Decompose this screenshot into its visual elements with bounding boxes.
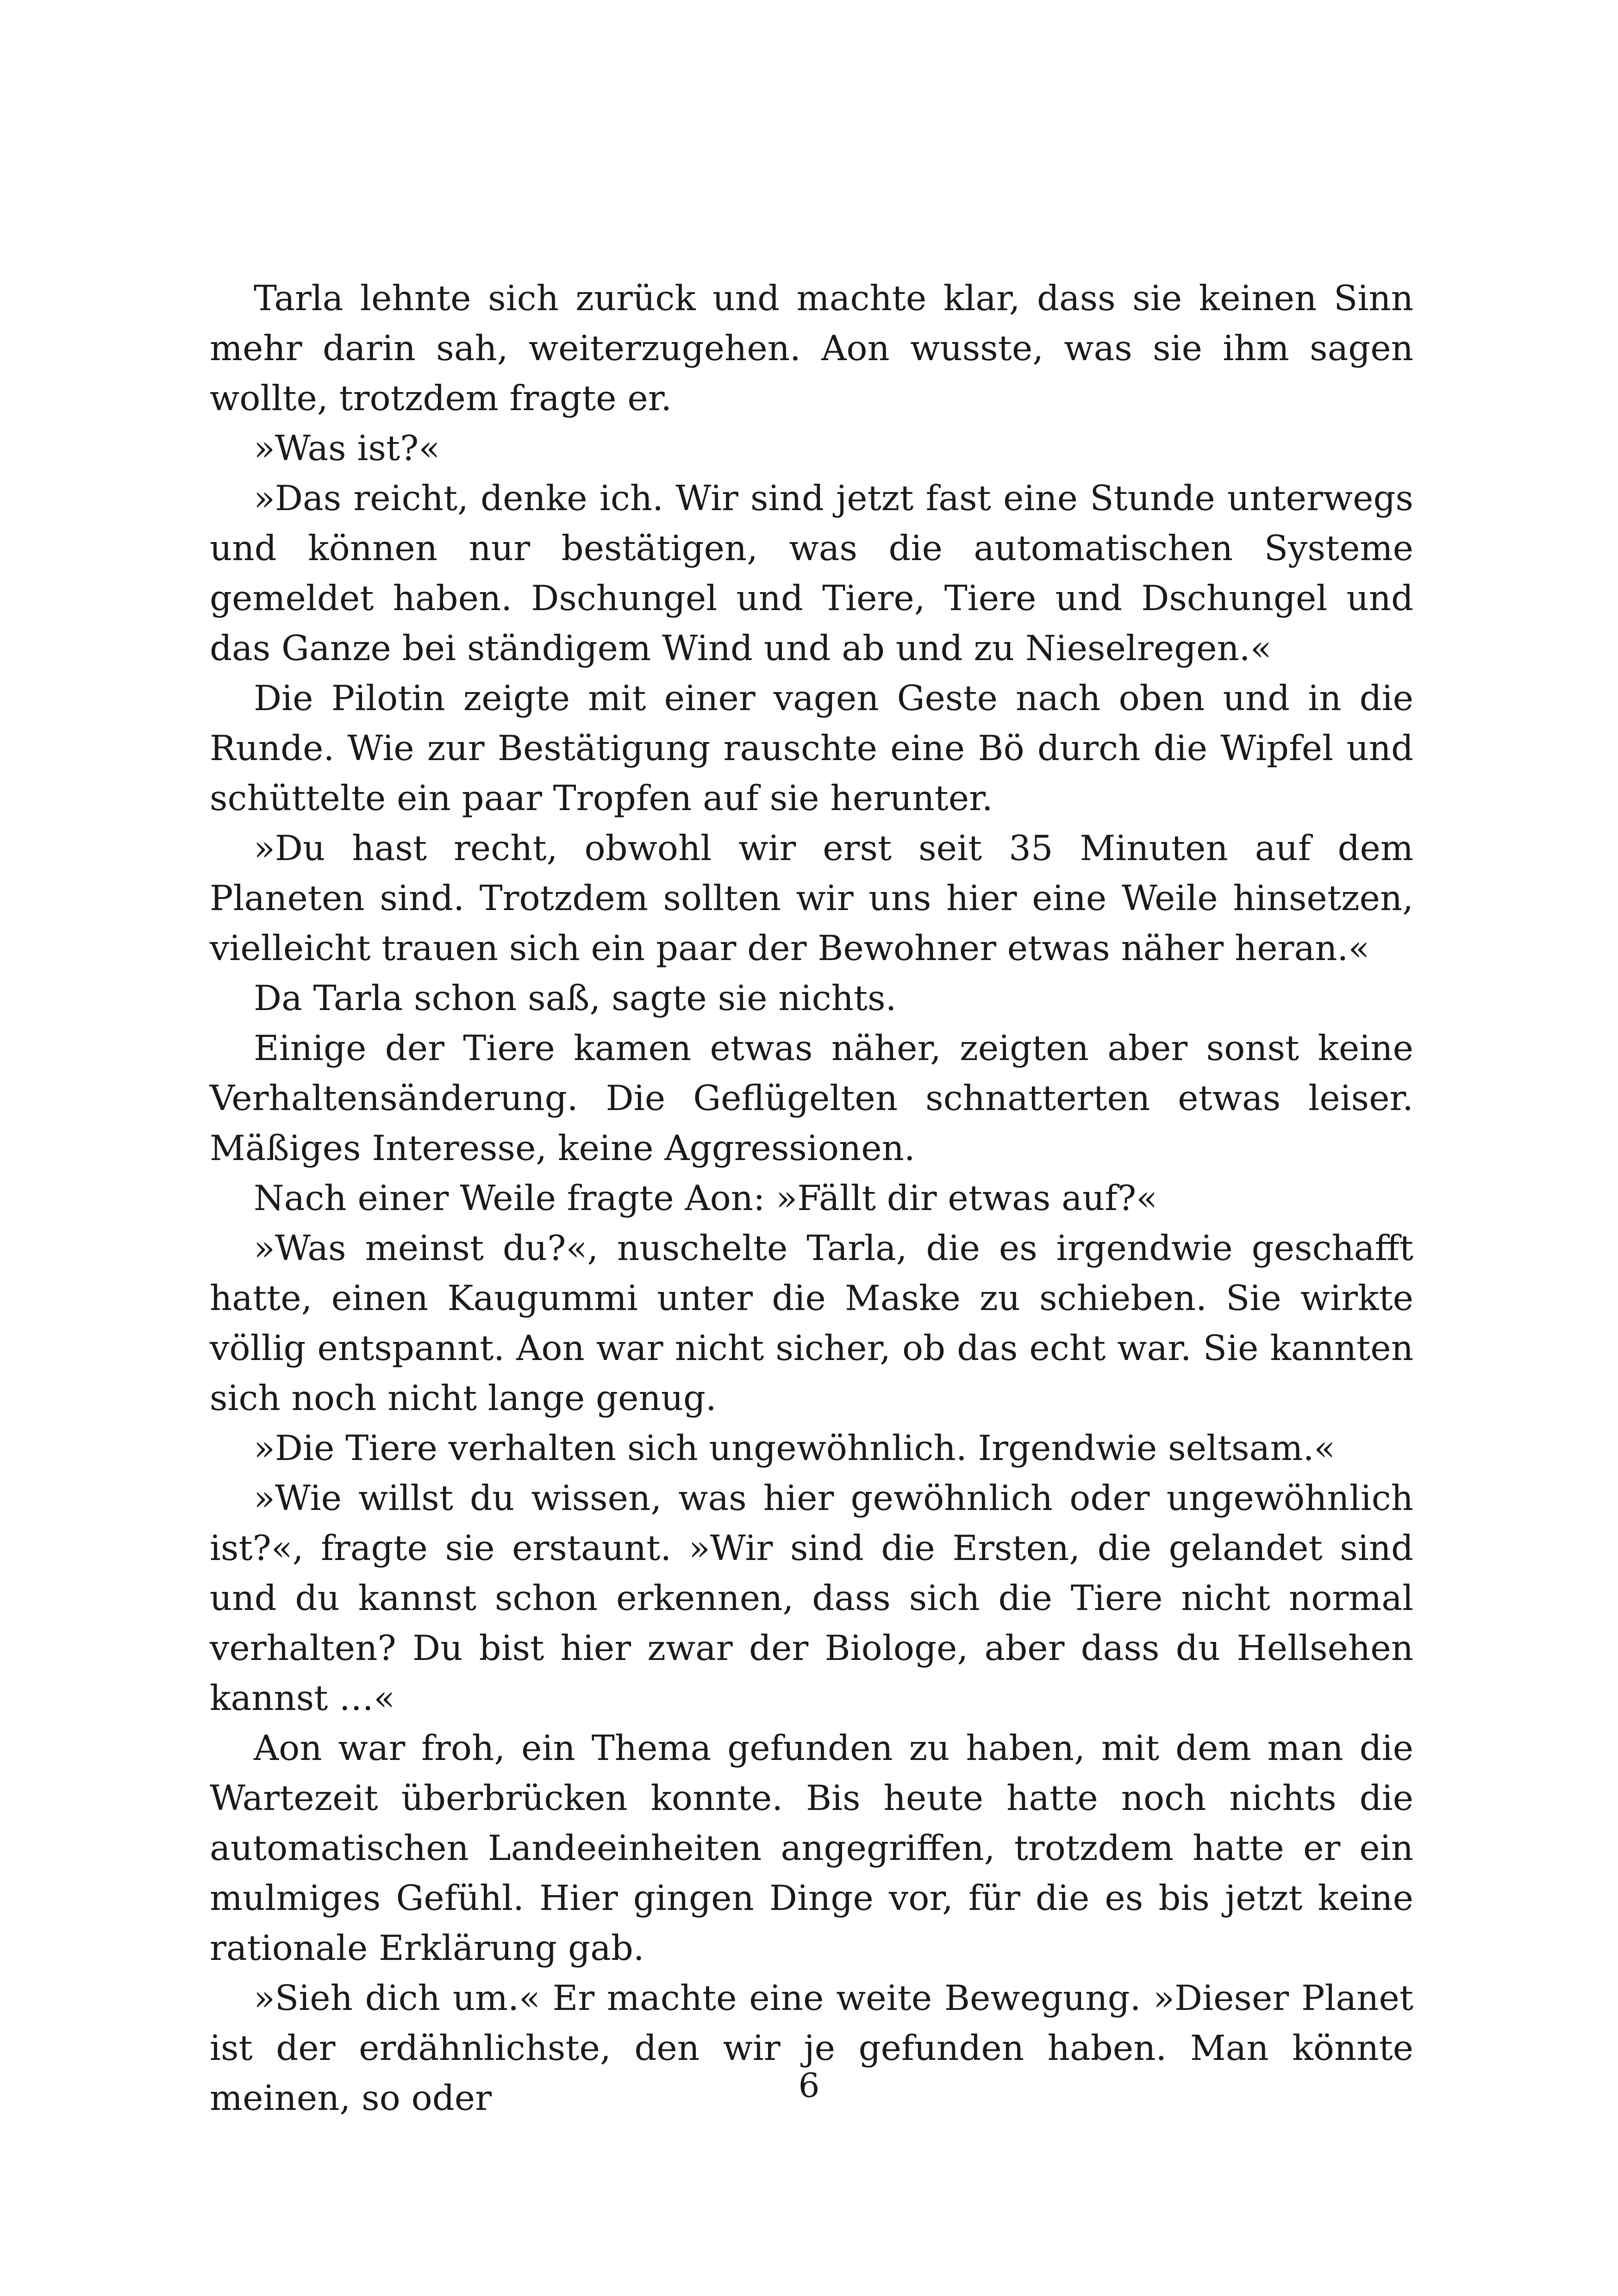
paragraph: »Was ist?« [254, 428, 440, 468]
page-number: 6 [798, 2066, 820, 2105]
paragraph: Tarla lehnte sich zurück und machte klar, dass sie keinen Sinn mehr darin sah, weiterzugehen. Aon wusste, was sie ihm sagen wollte, trotzdem fragte er. [210, 278, 1413, 418]
paragraph: »Das reicht, denke ich. Wir sind jetzt fast eine Stunde unterwegs und können nur bestätigen, was die automatischen Systeme gemeldet haben. Dschungel und Tiere, Tiere und Dschungel und das Ganze bei ständigem Wind und ab und zu Nieselregen.« [210, 478, 1413, 668]
paragraph: »Sieh dich um.« Er machte eine weite Bewegung. »Dieser Planet ist der erdähnlichste, den wir je gefunden haben. Man könnte meinen, so oder [210, 1978, 1413, 2118]
paragraph: Einige der Tiere kamen etwas näher, zeigten aber sonst keine Verhaltensänderung. Die Geflügelten schnatterten etwas leiser. Mäßiges Interesse, keine Aggressionen. [210, 1028, 1413, 1168]
paragraph: Aon war froh, ein Thema gefunden zu haben, mit dem man die Wartezeit überbrücken konnte. Bis heute hatte noch nichts die automatischen Landeeinheiten angegriffen, trotzdem hatte er ein mulmiges Gefühl. Hier gingen Dinge vor, für die es bis jetzt keine rationale Erklärung gab. [210, 1728, 1413, 1968]
paragraph: »Die Tiere verhalten sich ungewöhnlich. Irgendwie seltsam.« [254, 1428, 1336, 1468]
paragraph: Nach einer Weile fragte Aon: »Fällt dir etwas auf?« [254, 1178, 1158, 1218]
paragraph: Die Pilotin zeigte mit einer vagen Geste nach oben und in die Runde. Wie zur Bestätigung rauschte eine Bö durch die Wipfel und schüttelte ein paar Tropfen auf sie herunter. [210, 678, 1413, 818]
paragraph: Da Tarla schon saß, sagte sie nichts. [254, 978, 897, 1018]
paragraph: »Was meinst du?«, nuschelte Tarla, die es irgendwie geschafft hatte, einen Kaugummi unter die Maske zu schieben. Sie wirkte völlig entspannt. Aon war nicht sicher, ob das echt war. Sie kannten sich noch nicht lange genug. [210, 1228, 1413, 1418]
paragraph: »Wie willst du wissen, was hier gewöhnlich oder ungewöhnlich ist?«, fragte sie erstaunt. »Wir sind die Ersten, die gelandet sind und du kannst schon erkennen, dass sich die Tiere nicht normal verhalten? Du bist hier zwar der Biologe, aber dass du Hellsehen kannst …« [210, 1478, 1413, 1718]
body-text [210, 273, 1413, 2123]
paragraph: »Du hast recht, obwohl wir erst seit 35 Minuten auf dem Planeten sind. Trotzdem sollten wir uns hier eine Weile hinsetzen, vielleicht trauen sich ein paar der Bewohner etwas näher heran.« [210, 828, 1413, 968]
